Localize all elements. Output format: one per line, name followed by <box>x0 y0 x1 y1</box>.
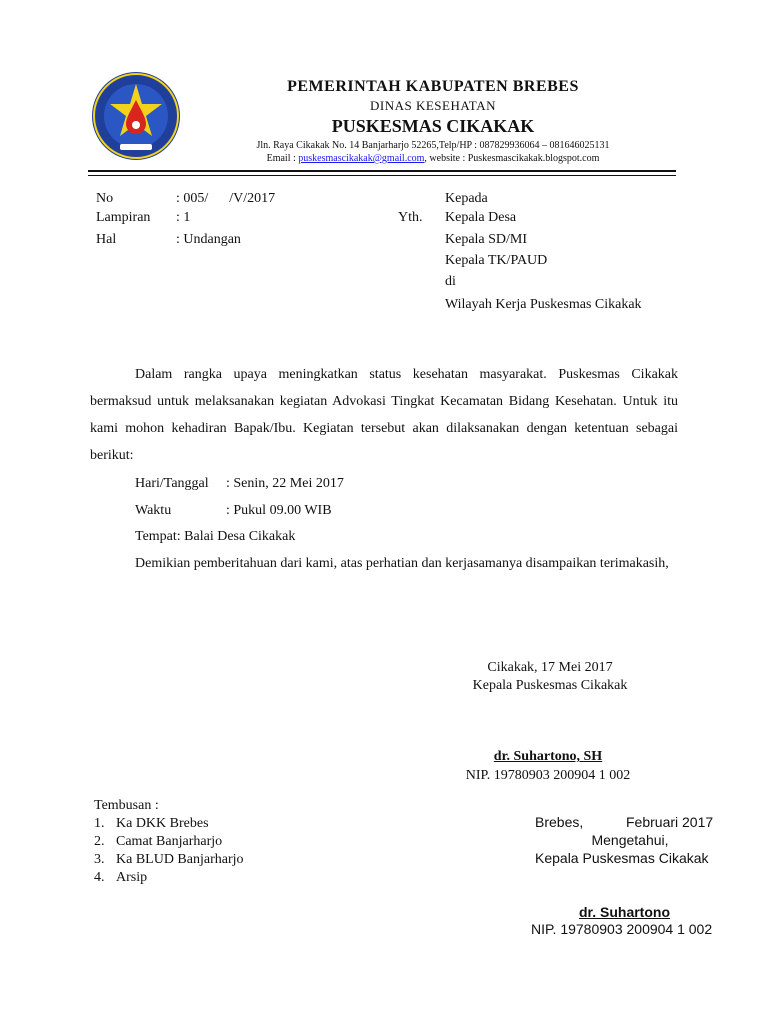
header-rule-thin <box>88 175 676 176</box>
header-rule-thick <box>88 170 676 172</box>
closing-paragraph: Demikian pemberitahuan dari kami, atas perhatian dan kerjasamanya disampaikan terimakasih, <box>135 556 669 571</box>
hari-label: Hari/Tanggal <box>135 476 209 491</box>
signature2-title: Kepala Puskesmas Cikakak <box>535 850 709 866</box>
recipient-line: Wilayah Kerja Puskesmas Cikakak <box>445 297 642 312</box>
hal-label: Hal <box>96 232 117 247</box>
header-address: Jln. Raya Cikakak No. 14 Banjarharjo 52265,Telp/HP : 087829936064 – 081646025131 <box>256 140 610 151</box>
recipient-line: Kepala TK/PAUD <box>445 253 548 268</box>
recipient-line: Kepala SD/MI <box>445 232 528 247</box>
no-label: No <box>96 191 114 206</box>
signature2-date: Februari 2017 <box>626 814 714 830</box>
body-paragraph: Dalam rangka upaya meningkatkan status kesehatan masyarakat. Puskesmas Cikakak bermaksud untuk melaksanakan kegiatan Advokasi Tingkat Kecamatan Bidang Kesehatan. Untuk itu kami mohon kehadiran Bapak/Ibu. Kegiatan tersebut akan dilaksanakan dengan ketentuan sebagai berikut: <box>90 367 678 463</box>
signature2-mengetahui: Mengetahui, <box>591 832 669 848</box>
tembusan-item: Ka DKK Brebes <box>116 816 209 831</box>
signature2-name: dr. Suhartono <box>579 904 670 920</box>
yth-label: Yth. <box>398 210 423 225</box>
lampiran-label: Lampiran <box>96 210 151 225</box>
email-link[interactable]: puskesmascikakak@gmail.com <box>298 153 425 164</box>
brebes-regency-emblem-icon <box>90 70 182 162</box>
tembusan-num: 4. <box>94 870 105 885</box>
header-contact <box>200 153 666 164</box>
tempat-text: Tempat: Balai Desa Cikakak <box>135 529 296 544</box>
tembusan-label: Tembusan : <box>94 798 159 813</box>
signature-name: dr. Suhartono, SH <box>493 749 603 764</box>
tembusan-num: 2. <box>94 834 105 849</box>
waktu-value: : Pukul 09.00 WIB <box>226 503 332 518</box>
tembusan-item: Ka BLUD Banjarharjo <box>116 852 244 867</box>
hal-value: : Undangan <box>176 232 241 247</box>
signature-place-date: Cikakak, 17 Mei 2017 <box>487 660 613 675</box>
header-department: DINAS KESEHATAN <box>370 98 496 113</box>
recipient-line: Kepala Desa <box>445 210 517 225</box>
lampiran-value: : 1 <box>176 210 191 225</box>
signature-title: Kepala Puskesmas Cikakak <box>472 678 628 693</box>
signature2-nip: NIP. 19780903 200904 1 002 <box>531 921 713 937</box>
header-institution: PUSKESMAS CIKAKAK <box>331 116 535 136</box>
waktu-label: Waktu <box>135 503 172 518</box>
tembusan-item: Camat Banjarharjo <box>116 834 223 849</box>
tembusan-num: 1. <box>94 816 105 831</box>
signature2-place: Brebes, <box>535 814 584 830</box>
website-text: , website : Puskesmascikakak.blogspot.com <box>424 153 600 164</box>
no-value: : 005/ /V/2017 <box>176 191 276 206</box>
tembusan-num: 3. <box>94 852 105 867</box>
kepada-label: Kepada <box>445 191 488 206</box>
header-government: PEMERINTAH KABUPATEN BREBES <box>287 78 579 95</box>
recipient-line: di <box>445 274 456 289</box>
email-label: Email : <box>266 153 299 164</box>
signature-nip: NIP. 19780903 200904 1 002 <box>465 768 631 783</box>
tembusan-item: Arsip <box>116 870 148 885</box>
hari-value: : Senin, 22 Mei 2017 <box>226 476 344 491</box>
